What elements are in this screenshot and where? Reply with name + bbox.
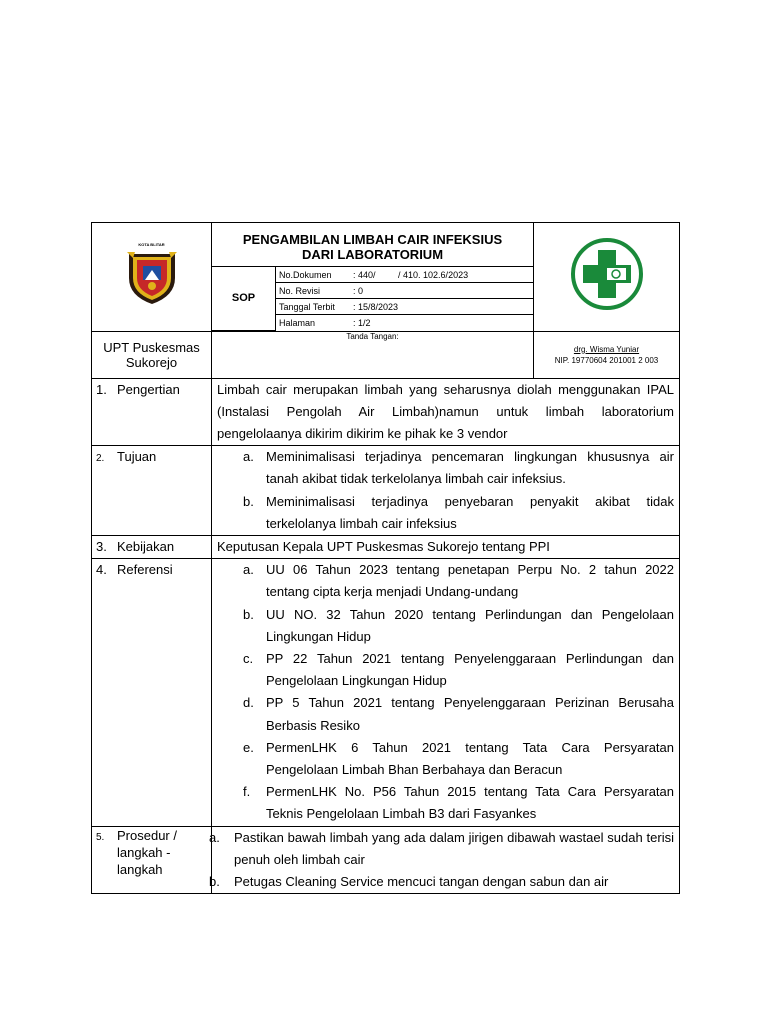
- meta-label: Tanggal Terbit: [276, 299, 351, 315]
- unit-name-line2: Sukorejo: [125, 354, 178, 370]
- meta-label: No. Revisi: [276, 283, 351, 299]
- signature-cell: [212, 331, 534, 378]
- list-item: e. PermenLHK 6 Tahun 2021 tentang Tata Cara Persyaratan Pengelolaan Limbah Bhan Berbahaya dan Beracun: [243, 739, 674, 777]
- signatory-name: drg. Wisma Yuniar: [573, 344, 640, 354]
- section-label-kebijakan: 3. Kebijakan: [92, 535, 212, 558]
- referensi-list: [217, 559, 674, 825]
- list-item: b. UU NO. 32 Tahun 2020 tentang Perlindungan dan Pengelolaan Lingkungan Hidup: [243, 606, 674, 644]
- section-label-referensi: 4. Referensi: [92, 559, 212, 826]
- signature-label: Tanda Tangan:: [346, 331, 399, 341]
- sop-document-table: [91, 222, 680, 894]
- section-label-pengertian: 1. Pengertian: [92, 378, 212, 446]
- meta-value: : 0: [350, 283, 533, 299]
- signatory-cell: [534, 331, 680, 378]
- list-item: a. Meminimalisasi terjadinya pencemaran lingkungan khususnya air tanah akibat tidak terkelolanya limbah cair infeksius.: [243, 449, 674, 487]
- sop-label: SOP: [212, 267, 276, 330]
- document-title: PENGAMBILAN LIMBAH CAIR INFEKSIUS DARI LABORATORIUM: [212, 223, 533, 267]
- kebijakan-text: Keputusan Kepala UPT Puskesmas Sukorejo tentang PPI: [217, 538, 550, 554]
- section-content-pengertian: [212, 378, 680, 446]
- emblem-caption: KOTA BLITAR: [138, 242, 165, 248]
- meta-value: : 440/ / 410. 102.6/2023: [350, 267, 533, 283]
- shield-emblem-icon: [125, 248, 179, 306]
- pengertian-text: Limbah cair merupakan limbah yang seharusnya diolah menggunakan IPAL (Instalasi Pengolah Air Limbah)namun untuk limbah laboratorium pengelolaanya dikirim dikirim ke pihak ke 3 vendor: [217, 381, 674, 441]
- list-item: a. Pastikan bawah limbah yang ada dalam jirigen dibawah wastael sudah terisi penuh oleh limbah cair: [209, 829, 674, 867]
- puskesmas-cross-icon: [570, 237, 644, 311]
- list-item: c. PP 22 Tahun 2021 tentang Penyelenggaraan Perlindungan dan Pengelolaan Lingkungan Hidup: [243, 650, 674, 689]
- section-content-tujuan: [212, 446, 680, 536]
- unit-name-cell: [92, 331, 212, 378]
- signatory-nip: NIP. 19770604 201001 2 003: [554, 355, 659, 365]
- meta-value: : 15/8/2023: [350, 299, 533, 315]
- title-block: [212, 223, 534, 332]
- section-content-referensi: [212, 559, 680, 826]
- document-meta-table: [212, 267, 533, 331]
- list-item: b. Meminimalisasi terjadinya penyebaran penyakit akibat tidak terkelolanya limbah cair infeksius: [243, 493, 674, 531]
- meta-label: Halaman: [279, 317, 316, 328]
- prosedur-list: [209, 827, 674, 894]
- section-content-prosedur: [209, 826, 680, 894]
- section-label-prosedur: 5. Prosedur / langkah - langkah: [92, 826, 212, 894]
- section-content-kebijakan: [212, 535, 680, 558]
- section-label-tujuan: 2. Tujuan: [92, 446, 212, 536]
- tujuan-list: [217, 446, 674, 535]
- list-item: b. Petugas Cleaning Service mencuci tangan dengan sabun dan air: [209, 873, 609, 889]
- meta-value: : 1/2: [353, 317, 371, 328]
- left-logo-cell: [92, 223, 212, 332]
- unit-name-line1: UPT Puskesmas: [103, 339, 200, 355]
- list-item: a. UU 06 Tahun 2023 tentang penetapan Perpu No. 2 tahun 2022 tentang cipta kerja menjadi Undang-undang: [243, 562, 674, 600]
- meta-label: No.Dokumen: [276, 267, 351, 283]
- kota-blitar-emblem: [92, 242, 211, 311]
- right-logo-cell: [534, 223, 680, 332]
- list-item: f. PermenLHK No. P56 Tahun 2015 tentang Tata Cara Persyaratan Teknis Pengelolaan Limbah B3 dari Fasyankes: [243, 784, 674, 822]
- list-item: d. PP 5 Tahun 2021 tentang Penyelenggaraan Perizinan Berusaha Berbasis Resiko: [243, 695, 674, 733]
